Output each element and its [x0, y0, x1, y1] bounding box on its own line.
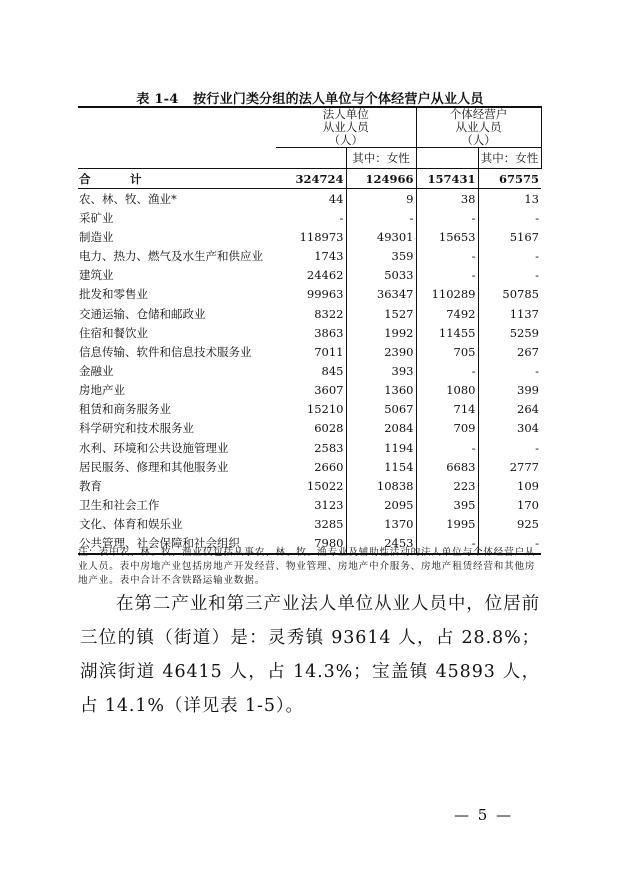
individual-female-cell: -	[535, 210, 539, 225]
industry-name-cell: 信息传输、软件和信息技术服务业	[79, 344, 252, 359]
legal-unit-employees-cell: 7980	[276, 534, 346, 554]
industry-name-cell: 建筑业	[79, 268, 114, 283]
industry-name-cell: 文化、体育和娱乐业	[79, 517, 183, 532]
table-title-text: 按行业门类分组的法人单位与个体经营户从业人员	[193, 92, 484, 107]
individual-female-cell: 399	[517, 383, 539, 398]
industry-name-cell: 合 计	[78, 169, 276, 189]
industry-name-cell: 采矿业	[79, 210, 114, 225]
table-row	[78, 208, 541, 227]
table-row	[78, 342, 541, 361]
individual-female-cell: 267	[517, 344, 539, 359]
body-paragraph: 在第二产业和第三产业法人单位从业人员中，位居前三位的镇（街道）是：灵秀镇 93614 人，占 28.8%；湖滨街道 46415 人，占 14.3%；宝盖镇 45893 人，占 14.1%（详见表 1-5）。	[80, 594, 540, 716]
industry-name-cell: 房地产业	[79, 383, 125, 398]
legal-unit-female-cell: 9	[346, 189, 416, 209]
legal-unit-employees-cell: 24462	[276, 266, 346, 285]
individual-employees-cell: 38	[416, 189, 478, 209]
legal-unit-employees-cell: 3123	[276, 495, 346, 514]
table-row	[78, 476, 541, 495]
legal-unit-female-cell: 1360	[346, 381, 416, 400]
legal-unit-employees-cell: 2583	[276, 438, 346, 457]
table-row	[78, 323, 541, 342]
legal-unit-employees-cell: -	[276, 208, 346, 227]
table-number: 表 1-4	[136, 92, 179, 107]
individual-employees-cell: 1995	[416, 515, 478, 534]
individual-employees-cell: 157431	[416, 169, 478, 189]
header-stub	[78, 107, 276, 169]
industry-name-cell: 卫生和社会工作	[79, 497, 160, 512]
header-individual: 个体经营户 从业人员 （人）	[416, 107, 541, 148]
legal-unit-female-cell: 1154	[346, 457, 416, 476]
legal-unit-employees-cell: 1743	[276, 247, 346, 266]
table-row	[78, 361, 541, 380]
legal-unit-female-cell: 5033	[346, 266, 416, 285]
table-row	[78, 189, 541, 209]
individual-female-cell: -	[535, 268, 539, 283]
table-row	[78, 419, 541, 438]
industry-name-cell: 教育	[79, 478, 102, 493]
legal-unit-female-cell: 10838	[346, 476, 416, 495]
table-row-total	[78, 169, 541, 189]
individual-female-cell: 109	[517, 478, 539, 493]
individual-female-cell: -	[478, 534, 541, 554]
legal-unit-employees-cell: 99963	[276, 285, 346, 304]
legal-unit-female-cell: 124966	[346, 169, 416, 189]
industry-name-cell: 批发和零售业	[79, 287, 148, 302]
legal-unit-female-cell: 1370	[346, 515, 416, 534]
individual-female-cell: 67575	[478, 169, 541, 189]
industry-name-cell: 居民服务、修理和其他服务业	[79, 459, 229, 474]
legal-unit-employees-cell: 8322	[276, 304, 346, 323]
legal-unit-employees-cell: 3607	[276, 381, 346, 400]
legal-unit-female-cell: 1527	[346, 304, 416, 323]
table-row	[78, 247, 541, 266]
industry-name-cell: 租赁和商务服务业	[79, 402, 171, 417]
table-row	[78, 515, 541, 534]
individual-female-cell: -	[535, 440, 539, 455]
table-row	[78, 304, 541, 323]
individual-female-cell: 50785	[502, 287, 539, 302]
individual-employees-cell: 6683	[416, 457, 478, 476]
individual-employees-cell: 11455	[416, 323, 478, 342]
legal-unit-employees-cell: 15022	[276, 476, 346, 495]
legal-unit-female-cell: 1194	[346, 438, 416, 457]
individual-female-cell: 2777	[509, 459, 539, 474]
table-row	[78, 285, 541, 304]
table-row	[78, 438, 541, 457]
table-row	[78, 457, 541, 476]
legal-unit-female-cell: 2453	[346, 534, 416, 554]
page-number: — 5 —	[454, 806, 514, 824]
legal-unit-employees-cell: 7011	[276, 342, 346, 361]
table-row	[78, 495, 541, 514]
statistics-table	[78, 106, 542, 555]
individual-employees-cell: 705	[416, 342, 478, 361]
legal-unit-employees-cell: 15210	[276, 400, 346, 419]
individual-female-cell: 1137	[509, 306, 539, 321]
legal-unit-employees-cell: 324724	[276, 169, 346, 189]
legal-unit-female-cell: 359	[346, 247, 416, 266]
header-legal-female: 其中：女性	[346, 148, 416, 169]
legal-unit-female-cell: 2095	[346, 495, 416, 514]
legal-unit-employees-cell: 118973	[276, 227, 346, 246]
table-title	[0, 88, 620, 107]
industry-name-cell: 住宿和餐饮业	[79, 325, 148, 340]
individual-employees-cell: -	[416, 266, 478, 285]
table-row	[78, 227, 541, 246]
table-note: 注：表中农、林、牧、渔业仅包括从事农、林、牧、渔专业及辅助性活动的法人单位与个体经营户从业人员。表中房地产业包括房地产开发经营、物业管理、房地产中介服务、房地产租赁经营和其他房地产业。表中合计不含铁路运输业数据。	[78, 547, 536, 586]
legal-unit-female-cell: 1992	[346, 323, 416, 342]
header-legal-unit: 法人单位 从业人员 （人）	[276, 107, 416, 148]
table-body	[78, 169, 541, 554]
header-legal-spacer	[276, 148, 346, 169]
legal-unit-employees-cell: 2660	[276, 457, 346, 476]
industry-name-cell: 公共管理、社会保障和社会组织	[78, 534, 276, 554]
industry-name-cell: 科学研究和技术服务业	[79, 421, 194, 436]
individual-female-cell: 264	[517, 402, 539, 417]
individual-employees-cell: -	[416, 208, 478, 227]
individual-female-cell: -	[535, 363, 539, 378]
individual-employees-cell: 1080	[416, 381, 478, 400]
table-row	[78, 400, 541, 419]
legal-unit-female-cell: 36347	[346, 285, 416, 304]
individual-female-cell: 5259	[509, 325, 539, 340]
individual-employees-cell: 15653	[416, 227, 478, 246]
individual-employees-cell: 709	[416, 419, 478, 438]
table-row	[78, 381, 541, 400]
legal-unit-female-cell: -	[346, 208, 416, 227]
legal-unit-employees-cell: 6028	[276, 419, 346, 438]
individual-female-cell: 13	[524, 191, 539, 206]
individual-female-cell: 304	[517, 421, 539, 436]
individual-employees-cell: 223	[416, 476, 478, 495]
individual-employees-cell: 395	[416, 495, 478, 514]
legal-unit-employees-cell: 3285	[276, 515, 346, 534]
legal-unit-female-cell: 2390	[346, 342, 416, 361]
individual-employees-cell: -	[416, 361, 478, 380]
individual-employees-cell: 714	[416, 400, 478, 419]
header-indiv-spacer	[416, 148, 478, 169]
industry-name-cell: 农、林、牧、渔业*	[79, 191, 177, 206]
legal-unit-employees-cell: 44	[276, 189, 346, 209]
legal-unit-female-cell: 5067	[346, 400, 416, 419]
individual-employees-cell: -	[416, 247, 478, 266]
industry-name-cell: 电力、热力、燃气及水生产和供应业	[79, 249, 263, 264]
individual-employees-cell: 110289	[416, 285, 478, 304]
table-row	[78, 266, 541, 285]
individual-employees-cell: -	[416, 438, 478, 457]
individual-female-cell: -	[535, 249, 539, 264]
individual-female-cell: 170	[517, 497, 539, 512]
legal-unit-employees-cell: 845	[276, 361, 346, 380]
industry-name-cell: 金融业	[79, 363, 114, 378]
individual-female-cell: 5167	[509, 229, 539, 244]
industry-name-cell: 制造业	[79, 229, 114, 244]
individual-employees-cell: 7492	[416, 304, 478, 323]
individual-employees-cell: -	[416, 534, 478, 554]
header-individual-female: 其中：女性	[478, 148, 541, 169]
legal-unit-female-cell: 393	[346, 361, 416, 380]
individual-female-cell: 925	[517, 517, 539, 532]
industry-name-cell: 水利、环境和公共设施管理业	[79, 440, 229, 455]
industry-name-cell: 交通运输、仓储和邮政业	[79, 306, 206, 321]
legal-unit-employees-cell: 3863	[276, 323, 346, 342]
legal-unit-female-cell: 49301	[346, 227, 416, 246]
legal-unit-female-cell: 2084	[346, 419, 416, 438]
